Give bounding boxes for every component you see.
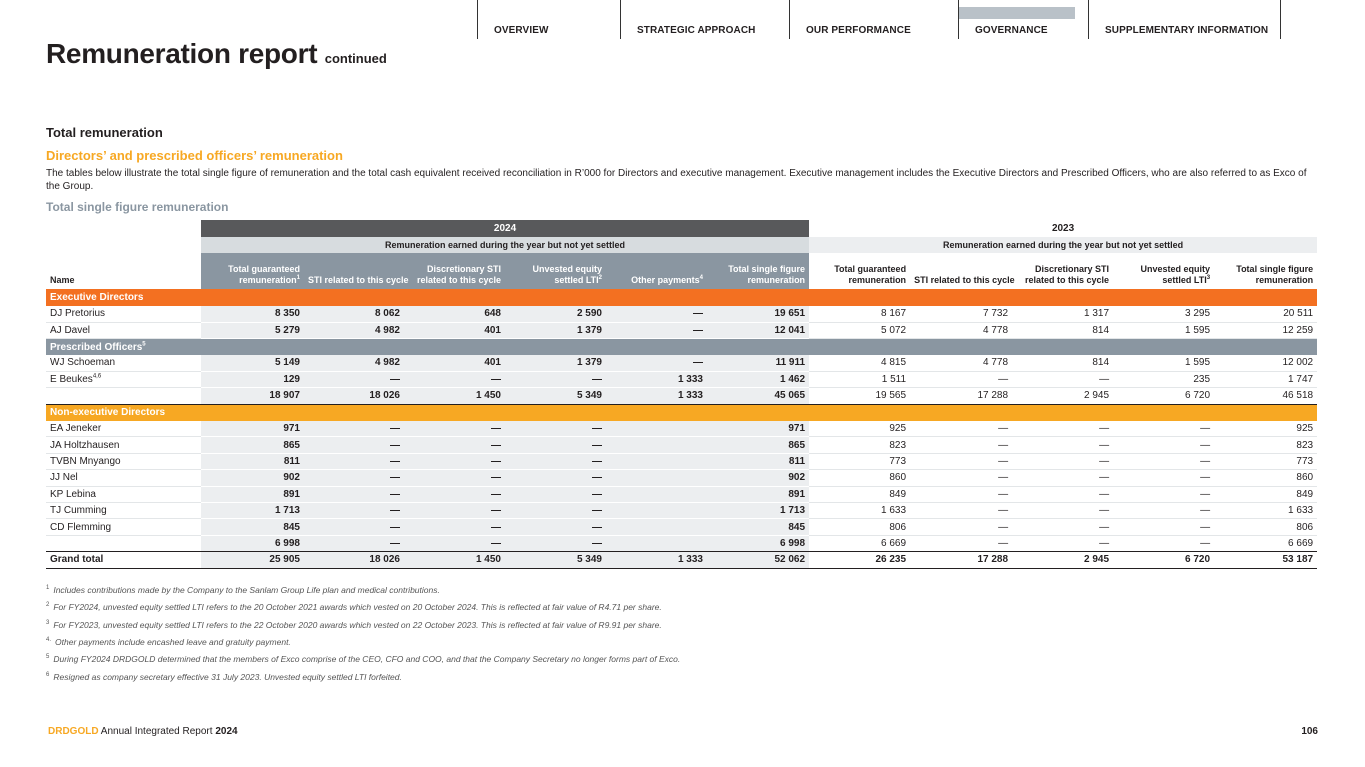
value-2024: — [606,355,707,371]
row-name [46,421,201,437]
footnote-number: 4. [46,636,52,643]
value-2023: 1 595 [1113,355,1214,371]
value-2023: — [910,535,1012,551]
blank-cell [46,237,201,253]
column-header-row [46,253,1317,289]
section-label-text: Executive Directors [50,292,144,304]
value-2023: 860 [809,470,910,486]
value-2023: 17 288 [910,552,1012,568]
value-2024: — [505,502,606,518]
value-2024: — [606,306,707,322]
nav-item-label: OVERVIEW [494,25,549,36]
column-header-line2: settled LTI [1162,275,1207,286]
value-2023: — [1113,470,1214,486]
value-2024: — [304,421,404,437]
section-row [46,339,1317,355]
value-2024: — [404,421,505,437]
column-header-line2: related to this cycle [416,275,501,286]
value-2023: — [1113,535,1214,551]
value-2024: 865 [707,437,809,453]
value-2023: 4 778 [910,322,1012,338]
value-2024: — [505,421,606,437]
value-2023: 814 [1012,322,1113,338]
title-suffix: continued [324,51,387,66]
value-2023: 1 317 [1012,306,1113,322]
value-2024: 1 379 [505,355,606,371]
subtotal-row [46,388,1317,404]
value-2024: 45 065 [707,388,809,404]
value-2023: — [1012,371,1113,387]
column-header [1012,253,1113,289]
value-2023: — [1113,421,1214,437]
column-header-line1: Unvested equity [532,264,602,275]
value-2024: 1 450 [404,388,505,404]
row-name-text: TJ Cumming [50,505,107,517]
value-2023: 235 [1113,371,1214,387]
value-2024: 1 379 [505,322,606,338]
value-2023: 6 669 [1214,535,1317,551]
value-2023: 6 720 [1113,388,1214,404]
column-header-line2: remuneration [239,275,297,286]
column-header [606,253,707,289]
column-header-line1: Total single figure [728,264,806,275]
value-2024: — [404,437,505,453]
value-2023: — [910,470,1012,486]
value-2023: — [1113,502,1214,518]
column-header-line1: Discretionary STI [426,264,501,275]
value-2023: — [1012,421,1113,437]
value-2023: 26 235 [809,552,910,568]
value-2023: 17 288 [910,388,1012,404]
value-2024: 25 905 [201,552,304,568]
nav-item-our-performance[interactable] [789,0,958,39]
section-row [46,289,1317,305]
row-name-text: KP Lebina [50,488,96,500]
value-2024: 1 450 [404,552,505,568]
remuneration-table [46,220,1317,569]
year-2024-header: 2024 [201,220,809,237]
value-2023: — [910,502,1012,518]
year-2023-header: 2023 [809,220,1317,237]
column-header-line1: Total guaranteed [834,264,907,275]
value-2024: 18 026 [304,552,404,568]
footnote-text: Other payments include encashed leave and gratuity payment. [55,636,291,647]
row-name [46,388,201,404]
active-indicator [959,7,1075,19]
nav-item-label: SUPPLEMENTARY INFORMATION [1105,25,1269,36]
row-name [46,502,201,518]
column-header-line2: remuneration [1255,275,1314,286]
value-2023: 1 511 [809,371,910,387]
value-2023: 53 187 [1214,552,1317,568]
value-2023: 2 945 [1012,388,1113,404]
column-header-line2: Other payments [631,275,700,286]
column-header [910,253,1015,289]
value-2024: 845 [707,519,809,535]
column-header-line2: STI related to this cycle [914,275,1015,286]
value-2024 [606,519,707,535]
footnote [46,581,680,598]
table-row [46,421,1317,437]
footnote-ref: 4 [699,275,703,282]
value-2024 [606,535,707,551]
intro-paragraph: The tables below illustrate the total single figure of remuneration and the total cash equivalent received reconciliation in R’000 for Directors and executive management. Executive management includes the Executive Directors and Prescribed Officers, who are also referred to as Exco of the Group. [46,168,1307,192]
value-2024: 401 [404,355,505,371]
value-2023: — [910,519,1012,535]
value-2023: — [910,421,1012,437]
nav-item-governance[interactable] [958,0,1088,39]
value-2023: 4 778 [910,355,1012,371]
value-2023: 1 633 [809,502,910,518]
footnote [46,668,680,685]
value-2023: 5 072 [809,322,910,338]
value-2023: — [1113,486,1214,502]
value-2024: — [304,502,404,518]
value-2024: 648 [404,306,505,322]
value-2023: — [1012,453,1113,469]
footer-brand: DRDGOLD [48,726,99,737]
value-2024: 5 279 [201,322,304,338]
value-2023: — [910,486,1012,502]
footnote-ref: 4,6 [92,373,102,380]
value-2024: — [505,437,606,453]
table-row [46,306,1317,322]
value-2024: 1 713 [707,502,809,518]
column-header-name: Name [50,275,75,286]
subtotal-row [46,535,1317,551]
value-2023: — [1113,453,1214,469]
table-title: Total single figure remuneration [46,200,229,214]
footnote-number: 3 [46,619,50,626]
value-2024: — [304,486,404,502]
value-2023: 20 511 [1214,306,1317,322]
value-2024: 401 [404,322,505,338]
value-2023: 849 [809,486,910,502]
value-2024: — [304,535,404,551]
value-2024: 52 062 [707,552,809,568]
value-2024: 865 [201,437,304,453]
subsection-title: Directors’ and prescribed officers’ remuneration [46,148,343,163]
row-name [46,519,201,535]
section-label-text: Prescribed Officers [50,341,143,353]
footnote-number: 2 [46,602,50,609]
column-header [505,253,606,289]
value-2023: — [1012,470,1113,486]
row-name-text: WJ Schoeman [50,357,116,369]
nav-item-label: OUR PERFORMANCE [806,25,911,36]
value-2023: 773 [1214,453,1317,469]
row-name-text: E Beukes [50,374,93,386]
value-2024: 4 982 [304,355,404,371]
value-2024: 902 [201,470,304,486]
table-row [46,502,1317,518]
value-2024: — [404,502,505,518]
value-2024: 891 [707,486,809,502]
footnote-text: Includes contributions made by the Company to the Sanlam Group Life plan and medical contributions. [53,584,440,595]
value-2024: 811 [707,453,809,469]
value-2023: 773 [809,453,910,469]
footnote-text: During FY2024 DRDGOLD determined that the members of Exco comprise of the CEO, CFO and COO, and that the Company Secretary no longer forms part of Exco. [53,654,681,665]
value-2024: 19 651 [707,306,809,322]
value-2024 [606,486,707,502]
value-2023: 4 815 [809,355,910,371]
value-2024: 6 998 [707,535,809,551]
subheader-2023: Remuneration earned during the year but not yet settled [809,237,1317,253]
value-2024: — [505,371,606,387]
value-2024: 11 911 [707,355,809,371]
value-2023: — [1012,519,1113,535]
value-2023: 12 259 [1214,322,1317,338]
table-row [46,486,1317,502]
section-title: Total remuneration [46,125,163,140]
value-2024: — [606,322,707,338]
value-2023: 806 [1214,519,1317,535]
row-name-text: JA Holtzhausen [50,439,120,451]
value-2023: 46 518 [1214,388,1317,404]
nav-item-overview[interactable] [477,0,620,39]
page-title: Remuneration report continued [46,38,387,69]
row-name [46,306,201,322]
footnote [46,633,680,650]
value-2023: 1 633 [1214,502,1317,518]
grand-total-row [46,552,1317,568]
value-2024: — [505,535,606,551]
year-header-row [46,220,1317,237]
value-2024 [606,453,707,469]
value-2024: 1 713 [201,502,304,518]
footnote-number: 1 [46,585,50,591]
value-2024: — [404,371,505,387]
section-label [46,289,1317,305]
value-2023: — [910,371,1012,387]
row-name-text: DJ Pretorius [50,308,106,320]
row-name-text: TVBN Mnyango [50,455,121,467]
row-name-text: CD Flemming [50,521,112,533]
subheader-row [46,237,1317,253]
value-2023: — [1012,486,1113,502]
row-name-text: EA Jeneker [50,422,102,434]
row-name [46,322,201,338]
footnotes [46,581,680,685]
footnote-ref: 1 [296,275,300,282]
row-name-text: AJ Davel [50,324,91,336]
value-2023: 814 [1012,355,1113,371]
column-header [1113,253,1214,289]
column-header [809,253,910,289]
footnote [46,650,680,667]
table-row [46,519,1317,535]
value-2024: 5 149 [201,355,304,371]
value-2024: — [404,470,505,486]
table-row [46,437,1317,453]
value-2024: — [505,453,606,469]
row-name [46,371,201,387]
footer-year: 2024 [215,726,238,737]
column-header-line1: Unvested equity [1140,264,1211,275]
column-header-line2: STI related to this cycle [308,275,409,286]
value-2023: 823 [809,437,910,453]
footnote-text: For FY2023, unvested equity settled LTI refers to the 22 October 2020 awards which vested on 22 October 2023. This is reflected at fair value of R9.91 per share. [53,619,662,630]
table-row [46,322,1317,338]
value-2023: — [1113,437,1214,453]
value-2023: — [1012,535,1113,551]
row-name [46,535,201,551]
value-2024 [606,437,707,453]
value-2023: 2 945 [1012,552,1113,568]
footnote-number: 6 [46,671,50,678]
value-2024: 1 333 [606,371,707,387]
value-2024: 18 026 [304,388,404,404]
blank-cell [46,220,201,237]
value-2023: — [910,453,1012,469]
value-2023: — [1012,437,1113,453]
value-2024: — [404,453,505,469]
column-header [707,253,809,289]
row-name [46,453,201,469]
row-name-text: JJ Nel [50,472,78,484]
footnote-text: Resigned as company secretary effective 31 July 2023. Unvested equity settled LTI forfeited. [53,671,402,682]
top-navigation [477,0,1281,39]
column-header-line2: settled LTI [554,275,599,286]
value-2023: 12 002 [1214,355,1317,371]
value-2023: 925 [1214,421,1317,437]
value-2024 [606,421,707,437]
nav-item-label: STRATEGIC APPROACH [637,25,756,36]
value-2024: 4 982 [304,322,404,338]
value-2024: 6 998 [201,535,304,551]
row-name [46,486,201,502]
value-2023: — [1113,519,1214,535]
nav-item-label: GOVERNANCE [975,25,1048,36]
value-2023: 7 732 [910,306,1012,322]
column-header-line2: remuneration [747,275,806,286]
value-2024: — [505,519,606,535]
value-2024: 5 349 [505,388,606,404]
value-2024: 1 333 [606,388,707,404]
subheader-2024: Remuneration earned during the year but not yet settled [201,237,809,253]
row-name-text: Grand total [50,554,104,566]
column-header [404,253,505,289]
nav-item-strategic-approach[interactable] [620,0,789,39]
column-header-line1: Total single figure [1236,264,1314,275]
column-header-line2: remuneration [848,275,907,286]
row-name [46,552,201,568]
section-label [46,339,1317,355]
value-2023: 3 295 [1113,306,1214,322]
value-2024: — [404,519,505,535]
row-name [46,437,201,453]
footer [48,726,238,737]
section-label-text: Non-executive Directors [50,407,166,419]
value-2024: — [505,486,606,502]
value-2024: 902 [707,470,809,486]
table-row [46,470,1317,486]
value-2024: 5 349 [505,552,606,568]
value-2023: 925 [809,421,910,437]
column-header [1214,253,1317,289]
value-2023: 8 167 [809,306,910,322]
nav-item-supplementary-information[interactable] [1088,0,1281,39]
column-header-line1: Discretionary STI [1035,264,1110,275]
value-2024: — [304,437,404,453]
value-2023: 6 669 [809,535,910,551]
footer-report: Annual Integrated Report [100,726,213,737]
column-header [201,253,304,289]
value-2024: — [304,470,404,486]
value-2023: — [1012,502,1113,518]
value-2024: 811 [201,453,304,469]
row-name [46,355,201,371]
value-2024: 8 350 [201,306,304,322]
value-2024: 12 041 [707,322,809,338]
page-number: 106 [1301,726,1318,737]
column-header-line1: Total guaranteed [228,264,300,275]
value-2024: — [404,486,505,502]
table-row [46,453,1317,469]
value-2024: 845 [201,519,304,535]
value-2023: 6 720 [1113,552,1214,568]
section-label [46,404,1317,420]
value-2023: 1 747 [1214,371,1317,387]
footnote-ref: 5 [142,341,146,348]
value-2023: — [910,437,1012,453]
value-2024: 18 907 [201,388,304,404]
value-2024 [606,502,707,518]
footnote-number: 5 [46,654,50,661]
value-2023: 806 [809,519,910,535]
column-header [304,253,409,289]
table-row [46,371,1317,387]
value-2024: 129 [201,371,304,387]
value-2024: 1 333 [606,552,707,568]
value-2024: 1 462 [707,371,809,387]
value-2024: 891 [201,486,304,502]
footnote-ref: 2 [598,275,602,282]
value-2023: 823 [1214,437,1317,453]
column-header-line2: related to this cycle [1025,275,1110,286]
footnote [46,598,680,615]
footnote-ref: 3 [1206,275,1211,282]
row-name [46,470,201,486]
value-2023: 19 565 [809,388,910,404]
value-2024: — [304,453,404,469]
footnote-text: For FY2024, unvested equity settled LTI refers to the 20 October 2021 awards which vested on 20 October 2024. This is reflected at fair value of R4.71 per share. [53,602,662,613]
value-2024: — [304,519,404,535]
footnote [46,616,680,633]
value-2023: 849 [1214,486,1317,502]
section-row [46,404,1317,420]
value-2024: — [404,535,505,551]
value-2024 [606,470,707,486]
value-2024: 2 590 [505,306,606,322]
value-2024: — [505,470,606,486]
value-2023: 1 595 [1113,322,1214,338]
table-row [46,355,1317,371]
value-2024: 971 [201,421,304,437]
value-2024: 971 [707,421,809,437]
value-2023: 860 [1214,470,1317,486]
value-2024: — [304,371,404,387]
value-2024: 8 062 [304,306,404,322]
